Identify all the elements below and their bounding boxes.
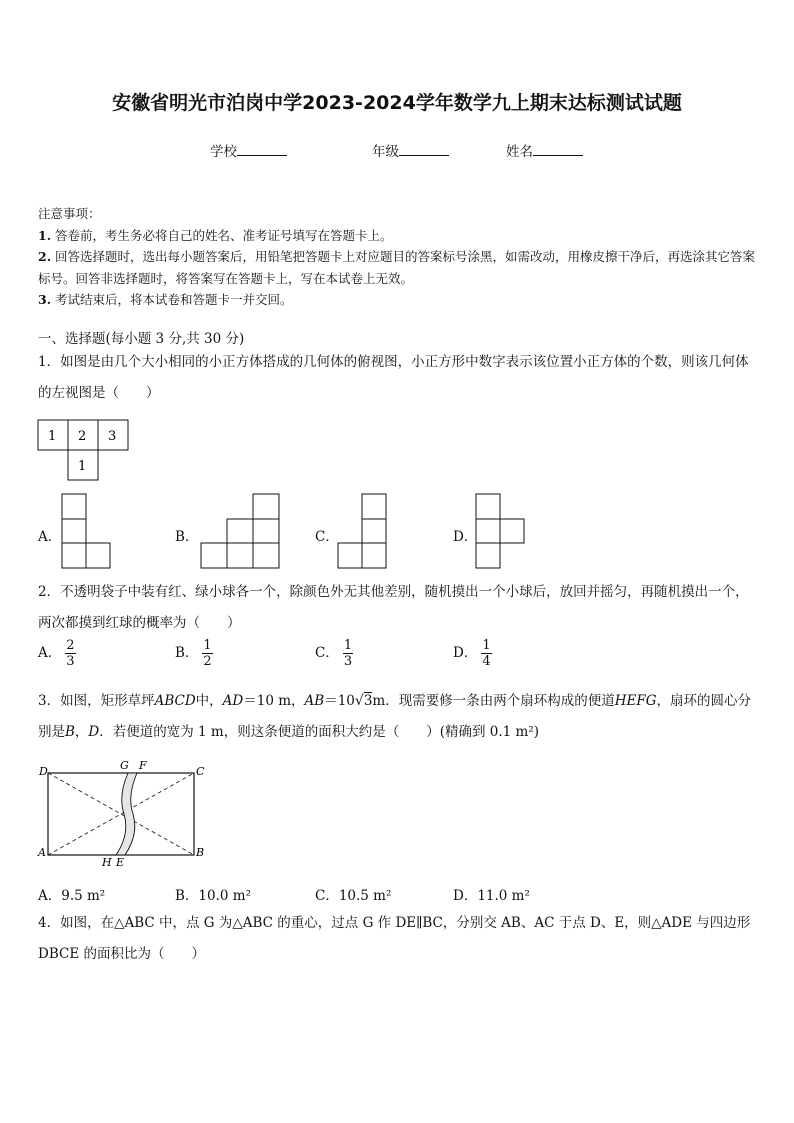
math-var: ABCD (154, 693, 196, 709)
option-label: B． (175, 645, 199, 661)
notes (38, 203, 760, 311)
note-item (38, 246, 760, 289)
note-num: 1. (38, 227, 52, 243)
note-text: 答卷前，考生务必将自己的姓名、准考证号填写在答题卡上。 (55, 227, 393, 243)
numerator: 1 (482, 638, 491, 653)
text-seg: m．现需要修一条由两个扇环构成的便道 (372, 693, 615, 709)
grid-cell: 1 (48, 429, 57, 444)
sqrt-radicand: 3 (363, 693, 373, 709)
math-var: HEFG (614, 693, 657, 709)
fraction (202, 638, 212, 669)
option-label: C． (315, 645, 339, 661)
label-E: E (116, 856, 125, 869)
q2-option-a[interactable] (38, 638, 76, 669)
q1-option-b[interactable]: B． (175, 529, 199, 545)
page-title: 安徽省明光市泊岗中学2023-2024学年数学九上期末达标测试试题 (112, 92, 682, 114)
q3-option-a[interactable]: A．9.5 m² (38, 888, 106, 904)
text-seg: ．若便道的宽为 1 m，则这条便道的面积大约是（ ）(精确到 0.1 m²) (99, 724, 540, 740)
label-B: B (196, 846, 205, 859)
sqrt-sign: √ (354, 693, 364, 709)
q2-option-c[interactable] (315, 638, 353, 669)
label-H: H (102, 856, 112, 869)
label-A: A (38, 846, 46, 859)
denominator: 4 (482, 654, 491, 669)
note-num: 3. (38, 292, 52, 307)
note-item (38, 225, 760, 247)
math-var: D (88, 724, 100, 740)
numerator: 1 (343, 638, 353, 653)
q2-option-b[interactable] (175, 638, 213, 669)
q1-top-view-grid (38, 420, 130, 482)
q3-rectangle-figure (36, 760, 208, 870)
denominator: 3 (66, 654, 75, 669)
q1-option-a[interactable]: A． (38, 529, 62, 545)
grade-label: 年级 (372, 144, 399, 160)
label-D: D (39, 765, 48, 778)
q3-option-b[interactable]: B．10.0 m² (175, 888, 251, 904)
text-seg: ＝10 m， (243, 693, 305, 709)
name-label: 姓名 (506, 144, 533, 160)
label-G: G (120, 759, 129, 772)
q1-option-b-figure (201, 494, 281, 570)
question-1-text: 1．如图是由几个大小相同的小正方体搭成的几何体的俯视图，小正方形中数字表示该位置小正方体的个数，则该几何体的左视图是（ ） (38, 354, 749, 401)
q1-option-d-figure (476, 494, 526, 570)
section-heading: 一、选择题(每小题 3 分,共 30 分) (38, 331, 245, 347)
fraction (65, 638, 75, 669)
grid-cell: 2 (78, 429, 87, 444)
note-num: 2. (38, 249, 52, 264)
q2-option-d[interactable] (453, 638, 492, 669)
q1-option-d[interactable]: D． (453, 529, 478, 545)
label-C: C (196, 765, 205, 778)
name-field[interactable] (506, 140, 583, 160)
grid-cell: 3 (108, 429, 117, 444)
question-4-text: 4．如图，在△ABC 中，点 G 为△ABC 的重心，过点 G 作 DE∥BC，分别交 AB、AC 于点 D、E，则△ADE 与四边形 DBCE 的面积比为（ ） (38, 915, 751, 962)
text-seg: ， (74, 724, 89, 740)
option-label: A． (38, 645, 62, 661)
grade-blank[interactable] (399, 143, 449, 156)
q3-option-c[interactable]: C．10.5 m² (315, 888, 392, 904)
note-text: 考试结束后，将本试卷和答题卡一并交回。 (55, 292, 293, 307)
q3-option-d[interactable]: D．11.0 m² (453, 888, 530, 904)
math-var: AD (222, 693, 244, 709)
q1-option-c-figure (338, 494, 388, 570)
name-blank[interactable] (533, 143, 583, 156)
q1-option-a-figure (62, 494, 112, 570)
grade-field[interactable] (372, 140, 449, 160)
text-seg: 3．如图，矩形草坪 (38, 693, 155, 709)
fraction (343, 638, 353, 669)
option-label: D． (453, 645, 478, 661)
grid-cell: 1 (78, 459, 87, 474)
math-var: B (65, 724, 75, 740)
school-field[interactable] (210, 140, 287, 160)
text-seg: ，扇环的圆心分别是 (38, 693, 751, 740)
math-var: AB (304, 693, 325, 709)
school-blank[interactable] (237, 143, 287, 156)
fraction (481, 638, 491, 669)
school-label: 学校 (210, 144, 237, 160)
text-seg: 中， (195, 693, 223, 709)
text-seg: ＝10 (324, 693, 355, 709)
label-F: F (139, 759, 147, 772)
question-2-text: 2．不透明袋子中装有红、绿小球各一个，除颜色外无其他差别，随机摸出一个小球后，放回并摇匀，再随机摸出一个，两次都摸到红球的概率为（ ） (38, 584, 749, 631)
numerator: 2 (66, 638, 75, 653)
note-item (38, 289, 760, 311)
q1-option-c[interactable]: C． (315, 529, 339, 545)
denominator: 2 (203, 654, 212, 669)
notes-heading: 注意事项： (38, 206, 101, 221)
question-3-text (38, 686, 760, 748)
numerator: 1 (203, 638, 212, 653)
denominator: 3 (343, 654, 353, 669)
note-text: 回答选择题时，选出每小题答案后，用铅笔把答题卡上对应题目的答案标号涂黑，如需改动，用橡皮擦干净后，再选涂其它答案标号。回答非选择题时，将答案写在答题卡上，写在本试卷上无效。 (38, 249, 756, 286)
